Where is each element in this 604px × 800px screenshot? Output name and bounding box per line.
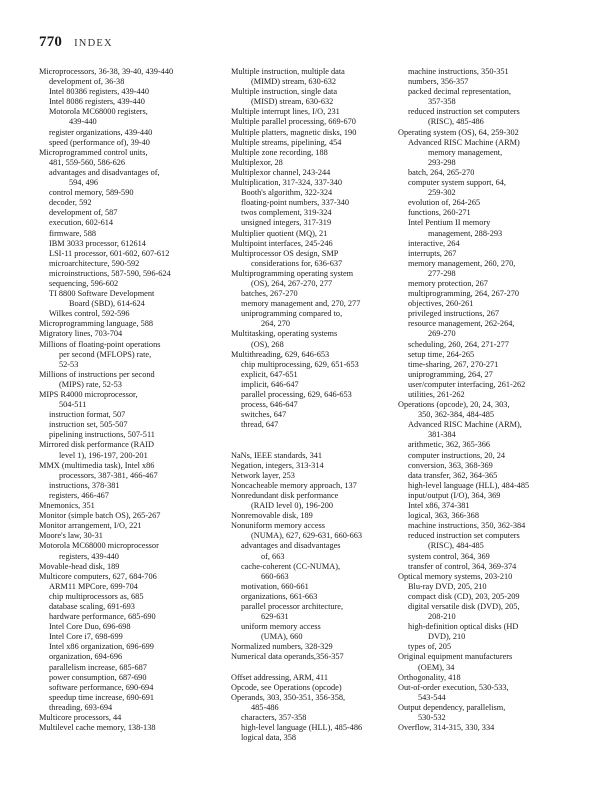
index-subentry: system control, 364, 369 (408, 551, 490, 561)
index-subentry: types of, 205 (408, 642, 452, 652)
index-entry: Orthogonality, 418 (398, 672, 461, 682)
index-entry: NaNs, IEEE standards, 341 (231, 450, 323, 460)
index-subentry: per second (MFLOPS) rate, (59, 349, 152, 359)
index-subentry: cache-coherent (CC-NUMA), (241, 561, 341, 571)
index-entry: Movable-head disk, 189 (39, 561, 120, 571)
index-subentry: motivation, 660-661 (241, 581, 309, 591)
index-subentry: 208-210 (428, 612, 456, 622)
index-entry: Multiple instruction, multiple data (231, 67, 345, 76)
index-subentry: register organizations, 439-440 (49, 127, 153, 137)
index-subentry: decoder, 592 (49, 198, 92, 208)
index-subentry: considerations for, 636-637 (251, 258, 343, 268)
index-entry: Out-of-order execution, 530-533, (398, 682, 509, 692)
index-subentry: 264, 270 (261, 319, 291, 329)
index-subentry: 629-631 (261, 612, 289, 622)
index-subentry: Motorola MC68000 registers, (49, 107, 148, 117)
index-subentry: level 1), 196-197, 200-201 (59, 450, 148, 460)
index-subentry: computer system support, 64, (408, 178, 506, 188)
index-subentry: memory management, 260, 270, (408, 258, 516, 268)
index-entry: Original equipment manufacturers (398, 652, 513, 662)
index-entry: Opcode, see Operations (opcode) (231, 682, 342, 692)
index-subentry: thread, 647 (241, 420, 279, 430)
index-entry: Multiprocessor OS design, SMP (231, 248, 339, 258)
index-entry: Multiprogramming operating system (231, 268, 354, 278)
index-entry: Microprocessors, 36-38, 39-40, 439-440 (39, 67, 174, 76)
index-entry: MIPS R4000 microprocessor, (39, 390, 138, 399)
index-subentry: digital versatile disk (DVD), 205, (408, 601, 520, 611)
index-subentry: microarchitecture, 590-592 (49, 258, 140, 268)
index-subentry: uniform memory access (241, 622, 321, 632)
index-subentry: transfer of control, 364, 369-374 (408, 561, 517, 571)
index-subentry: control memory, 589-590 (49, 188, 134, 198)
index-subentry: 259-302 (428, 188, 456, 198)
index-subentry: batches, 267-270 (241, 289, 298, 299)
index-entry: Multiple zone recording, 188 (231, 147, 328, 157)
index-entry: Millions of instructions per second (39, 369, 155, 379)
index-entry: Multiplexor, 28 (231, 157, 283, 167)
index-entry: Multiplication, 317-324, 337-340 (231, 178, 343, 188)
index-subentry: of, 663 (261, 551, 285, 561)
index-subentry: interactive, 264 (408, 238, 460, 248)
index-entry: Multiple interrupt lines, I/O, 231 (231, 107, 340, 117)
index-subentry: Blu-ray DVD, 205, 210 (408, 581, 487, 591)
index-entry: Microprogrammed control units, (39, 147, 148, 157)
index-subentry: firmware, 588 (49, 228, 96, 238)
index-subentry: (MIPS) rate, 52-53 (59, 379, 122, 389)
index-subentry: 504-511 (59, 400, 87, 410)
index-subentry: Intel Core i7, 698-699 (49, 632, 123, 642)
index-subentry: 660-663 (261, 571, 289, 581)
index-entry: Nonremovable disk, 189 (231, 511, 313, 521)
index-subentry: process, 646-647 (241, 400, 298, 410)
index-subentry: interrupts, 267 (408, 248, 457, 258)
index-subentry: IBM 3033 processor, 612614 (49, 238, 146, 248)
index-entry: Overflow, 314-315, 330, 334 (398, 723, 495, 733)
index-subentry: floating-point numbers, 337-340 (241, 198, 350, 208)
index-subentry: uniprogramming, 264, 27 (408, 369, 493, 379)
index-subentry: DVD), 210 (428, 632, 466, 642)
index-entry: Network layer, 253 (231, 470, 295, 480)
index-entry: Multiple parallel processing, 669-670 (231, 117, 356, 127)
index-subentry: instruction set, 505-507 (49, 420, 128, 430)
index-entry: Multicore computers, 627, 684-706 (39, 571, 157, 581)
index-subentry: arithmetic, 362, 365-366 (408, 440, 491, 450)
index-subentry: high-level language (HLL), 485-486 (241, 723, 363, 733)
index-subentry: Booth's algorithm, 322-324 (241, 188, 333, 198)
index-gap (231, 430, 409, 440)
index-subentry: processors, 387-381, 466-467 (59, 470, 158, 480)
index-subentry: scheduling, 260, 264, 271-277 (408, 339, 509, 349)
index-subentry: 543-544 (418, 692, 446, 702)
index-subentry: 594, 496 (69, 178, 99, 188)
index-subentry: development of, 587 (49, 208, 118, 218)
index-subentry: compact disk (CD), 203, 205-209 (408, 591, 520, 601)
index-subentry: memory management and, 270, 277 (241, 299, 361, 309)
index-subentry: (OEM), 34 (418, 662, 455, 672)
index-subentry: (MIMD) stream, 630-632 (251, 77, 337, 87)
index-subentry: database scaling, 691-693 (49, 601, 135, 611)
index-subentry: Board (SBD), 614-624 (69, 299, 145, 309)
index-column-1 (39, 67, 222, 733)
index-subentry: instructions, 378-381 (49, 480, 120, 490)
index-subentry: memory management, (428, 147, 503, 157)
index-subentry: multiprogramming, 264, 267-270 (408, 289, 520, 299)
index-subentry: numbers, 356-357 (408, 77, 469, 87)
index-subentry: explicit, 647-651 (241, 369, 298, 379)
index-entry: Multiple platters, magnetic disks, 190 (231, 127, 357, 137)
index-subentry: Intel x86, 374-381 (408, 501, 470, 511)
index-gap (231, 440, 409, 450)
index-entry: Mirrored disk performance (RAID (39, 440, 154, 450)
index-subentry: parallel processing, 629, 646-653 (241, 390, 352, 399)
index-subentry: implicit, 646-647 (241, 379, 299, 389)
index-gap (231, 663, 409, 673)
index-entry: Moore's law, 30-31 (39, 531, 103, 541)
index-subentry: registers, 466-467 (49, 490, 109, 500)
index-subentry: (OS), 264, 267-270, 277 (251, 278, 333, 288)
index-entry: Monitor (simple batch OS), 265-267 (39, 511, 161, 521)
index-subentry: batch, 264, 265-270 (408, 167, 475, 177)
index-entry: Multilevel cache memory, 138-138 (39, 723, 156, 733)
index-entry: Operating system (OS), 64, 259-302 (398, 127, 519, 137)
index-subentry: objectives, 260-261 (408, 299, 474, 309)
index-subentry: functions, 260-271 (408, 208, 471, 218)
index-subentry: Wilkes control, 592-596 (49, 309, 130, 319)
index-subentry: (MISD) stream, 630-632 (251, 97, 334, 107)
index-entry: Numerical data operands,356-357 (231, 652, 344, 662)
index-subentry: (OS), 268 (251, 339, 284, 349)
index-subentry: (RISC), 484-485 (428, 541, 484, 551)
index-subentry: Intel Core Duo, 696-698 (49, 622, 131, 632)
index-subentry: management, 288-293 (428, 228, 503, 238)
index-subentry: threading, 693-694 (49, 702, 113, 712)
index-entry: Multiplexor channel, 243-244 (231, 167, 331, 177)
index-entry: Nonuniform memory access (231, 521, 326, 531)
index-column-3 (398, 67, 578, 733)
index-subentry: Intel 8086 registers, 439-440 (49, 97, 145, 107)
index-subentry: speed (performance of), 39-40 (49, 137, 150, 147)
index-entry: Multithreading, 629, 646-653 (231, 349, 330, 359)
index-entry: Operands, 303, 350-351, 356-358, (231, 692, 346, 702)
index-subentry: high-definition optical disks (HD (408, 622, 519, 632)
index-subentry: evolution of, 264-265 (408, 198, 481, 208)
index-entry: Optical memory systems, 203-210 (398, 571, 513, 581)
index-subentry: twos complement, 319-324 (241, 208, 332, 218)
index-subentry: characters, 357-358 (241, 713, 307, 722)
index-subentry: Intel 80386 registers, 439-440 (49, 87, 150, 97)
index-entry: Multipoint interfaces, 245-246 (231, 238, 333, 248)
index-entry: Multiple streams, pipelining, 454 (231, 137, 342, 147)
index-entry: Multiplier quotient (MQ), 21 (231, 228, 328, 238)
page-header (39, 34, 113, 51)
index-entry: Multicore processors, 44 (39, 713, 122, 722)
index-subentry: Intel x86 organization, 696-699 (49, 642, 154, 652)
index-subentry: advantages and disadvantages of, (49, 167, 160, 177)
index-entry: Multitasking, operating systems (231, 329, 338, 339)
index-subentry: logical, 363, 366-368 (408, 511, 479, 521)
index-subentry: chip multiprocessing, 629, 651-653 (241, 359, 359, 369)
index-entry: Migratory lines, 703-704 (39, 329, 123, 339)
index-subentry: conversion, 363, 368-369 (408, 460, 493, 470)
index-subentry: 52-53 (59, 359, 79, 369)
index-subentry: microinstructions, 587-590, 596-624 (49, 268, 171, 278)
index-subentry: Intel Pentium II memory (408, 218, 491, 228)
index-subentry: reduced instruction set computers (408, 107, 520, 117)
index-subentry: 485-486 (251, 702, 279, 712)
index-subentry: resource management, 262-264, (408, 319, 515, 329)
index-entry: MMX (multimedia task), Intel x86 (39, 460, 155, 470)
index-subentry: reduced instruction set computers (408, 531, 520, 541)
index-subentry: 269-270 (428, 329, 456, 339)
index-entry: Monitor arrangement, I/O, 221 (39, 521, 142, 531)
index-entry: Noncacheable memory approach, 137 (231, 480, 357, 490)
index-subentry: memory protection, 267 (408, 278, 488, 288)
index-entry: Output dependency, parallelism, (398, 702, 506, 712)
index-subentry: packed decimal representation, (408, 87, 511, 97)
index-subentry: 530-532 (418, 713, 446, 722)
index-subentry: privileged instructions, 267 (408, 309, 500, 319)
index-entry: Millions of floating-point operations (39, 339, 161, 349)
index-subentry: speedup time increase, 690-691 (49, 692, 155, 702)
index-subentry: utilities, 261-262 (408, 390, 465, 399)
index-column-2 (231, 67, 409, 743)
index-subentry: instruction format, 507 (49, 410, 126, 420)
index-subentry: (UMA), 660 (261, 632, 303, 642)
index-subentry: execution, 602-614 (49, 218, 114, 228)
index-subentry: 293-298 (428, 157, 456, 167)
index-subentry: 481, 559-560, 586-626 (49, 157, 126, 167)
index-subentry: sequencing, 596-602 (49, 278, 119, 288)
index-subentry: logical data, 358 (241, 733, 297, 743)
index-entry: Mnemonics, 351 (39, 501, 95, 511)
index-subentry: user/computer interfacing, 261-262 (408, 379, 526, 389)
index-subentry: registers, 439-440 (59, 551, 119, 561)
index-subentry: Advanced RISC Machine (ARM) (408, 137, 520, 147)
index-subentry: organization, 694-696 (49, 652, 123, 662)
index-entry: Negation, integers, 313-314 (231, 460, 324, 470)
index-subentry: (NUMA), 627, 629-631, 660-663 (251, 531, 363, 541)
index-subentry: machine instructions, 350, 362-384 (408, 521, 526, 531)
index-subentry: input/output (I/O), 364, 369 (408, 490, 501, 500)
index-subentry: pipelining instructions, 507-511 (49, 430, 155, 440)
index-subentry: switches, 647 (241, 410, 287, 420)
index-entry: Microprogramming language, 588 (39, 319, 154, 329)
index-subentry: 357-358 (428, 97, 456, 107)
index-subentry: parallelism increase, 685-687 (49, 662, 147, 672)
index-entry: Operations (opcode), 20, 24, 303, (398, 400, 510, 410)
index-subentry: 381-384 (428, 430, 456, 440)
index-subentry: uniprogramming compared to, (241, 309, 343, 319)
index-entry: Nonredundant disk performance (231, 490, 339, 500)
index-subentry: machine instructions, 350-351 (408, 67, 509, 76)
index-subentry: 277-298 (428, 268, 456, 278)
index-subentry: time-sharing, 267, 270-271 (408, 359, 499, 369)
index-entry: Normalized numbers, 328-329 (231, 642, 333, 652)
index-subentry: chip multiprocessors as, 685 (49, 591, 144, 601)
index-subentry: development of, 36-38 (49, 77, 125, 87)
index-subentry: (RAID level 0), 196-200 (251, 501, 334, 511)
index-subentry: data transfer, 362, 364-365 (408, 470, 498, 480)
index-subentry: power consumption, 687-690 (49, 672, 147, 682)
index-subentry: TI 8800 Software Development (49, 289, 155, 299)
page-number: 770 (39, 34, 63, 50)
index-subentry: setup time, 264-265 (408, 349, 475, 359)
index-subentry: (RISC), 485-486 (428, 117, 484, 127)
index-subentry: organizations, 661-663 (241, 591, 318, 601)
index-subentry: computer instructions, 20, 24 (408, 450, 506, 460)
index-entry: Offset addressing, ARM, 411 (231, 672, 329, 682)
index-subentry: parallel processor architecture, (241, 601, 344, 611)
index-subentry: unsigned integers, 317-319 (241, 218, 332, 228)
index-subentry: Advanced RISC Machine (ARM), (408, 420, 522, 430)
index-subentry: high-level language (HLL), 484-485 (408, 480, 530, 490)
index-entry: Motorola MC68000 microprocessor (39, 541, 159, 551)
index-subentry: 350, 362-384, 484-485 (418, 410, 495, 420)
index-subentry: software performance, 690-694 (49, 682, 154, 692)
index-subentry: hardware performance, 685-690 (49, 612, 156, 622)
index-entry: Multiple instruction, single data (231, 87, 338, 97)
index-subentry: 439-440 (69, 117, 97, 127)
section-title: INDEX (74, 38, 113, 49)
index-subentry: advantages and disadvantages (241, 541, 341, 551)
index-subentry: ARM11 MPCore, 699-704 (49, 581, 138, 591)
index-subentry: LSI-11 processor, 601-602, 607-612 (49, 248, 170, 258)
